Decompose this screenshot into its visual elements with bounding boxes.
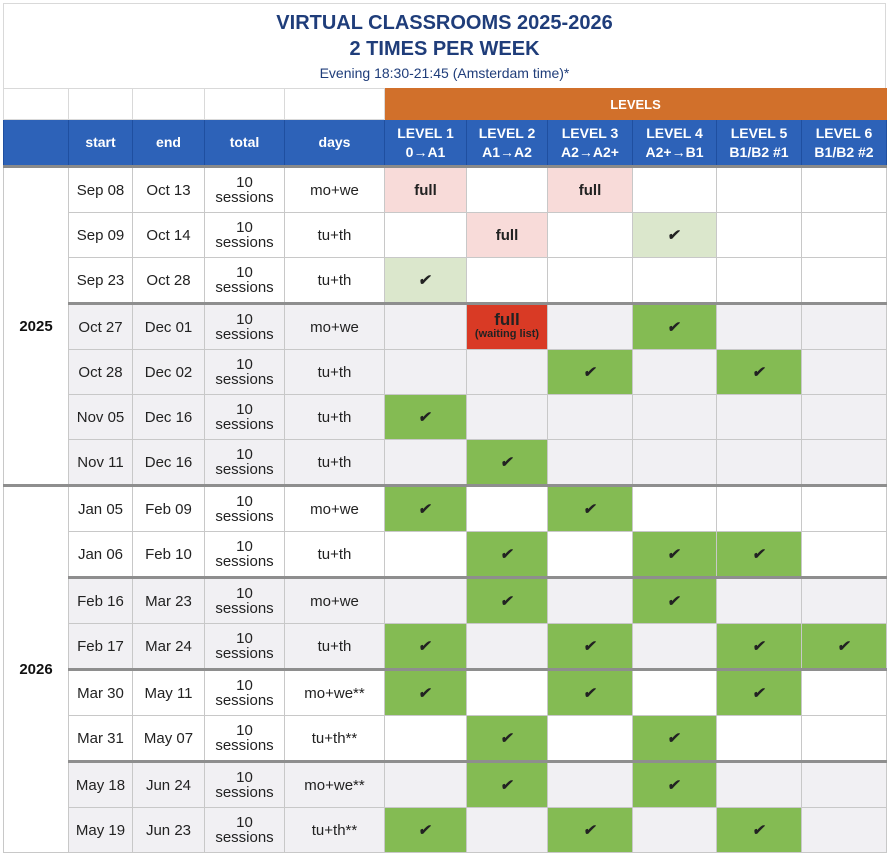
level-3-empty-cell bbox=[548, 578, 633, 624]
page-subtitle-frequency: 2 TIMES PER WEEK bbox=[349, 38, 540, 60]
level-4-available-cell bbox=[633, 716, 717, 762]
year-label: 2025 bbox=[4, 167, 69, 486]
check-icon: ✔ bbox=[417, 638, 434, 655]
start-date: Sep 23 bbox=[69, 258, 133, 304]
total-sessions: 10 sessions bbox=[205, 624, 285, 670]
check-icon: ✔ bbox=[666, 730, 683, 747]
levels-banner: LEVELS bbox=[385, 89, 887, 120]
level-5-empty-cell bbox=[717, 486, 802, 532]
level-3-available-cell bbox=[548, 624, 633, 670]
check-icon: ✔ bbox=[666, 593, 683, 610]
end-date: Dec 16 bbox=[133, 395, 205, 440]
end-date: May 11 bbox=[133, 670, 205, 716]
check-icon: ✔ bbox=[751, 638, 767, 655]
days: tu+th** bbox=[285, 808, 385, 853]
level-1-available-cell bbox=[385, 395, 467, 440]
table-row bbox=[4, 578, 887, 624]
level-2-empty-cell bbox=[467, 258, 548, 304]
time-note: Evening 18:30-21:45 (Amsterdam time)* bbox=[319, 65, 570, 81]
days: tu+th bbox=[285, 532, 385, 578]
days: mo+we** bbox=[285, 670, 385, 716]
check-icon: ✔ bbox=[417, 501, 434, 518]
level-3-available-cell bbox=[548, 670, 633, 716]
level-2-empty-cell bbox=[467, 486, 548, 532]
check-icon: ✔ bbox=[499, 777, 515, 794]
level-2-empty-cell bbox=[467, 808, 548, 853]
start-date: Nov 05 bbox=[69, 395, 133, 440]
level-1-available-cell bbox=[385, 808, 467, 853]
page-title: VIRTUAL CLASSROOMS 2025-2026 bbox=[276, 12, 613, 34]
start-date: Feb 16 bbox=[69, 578, 133, 624]
level-3-available-cell bbox=[548, 350, 633, 395]
start-date: Nov 11 bbox=[69, 440, 133, 486]
level-3-available-cell bbox=[548, 808, 633, 853]
level-5-empty-cell bbox=[717, 395, 802, 440]
header-year bbox=[4, 120, 69, 167]
check-icon: ✔ bbox=[417, 272, 434, 289]
check-icon: ✔ bbox=[751, 685, 767, 702]
level-5-empty-cell bbox=[717, 762, 802, 808]
start-date: Feb 17 bbox=[69, 624, 133, 670]
total-sessions: 10 sessions bbox=[205, 167, 285, 213]
header-start: start bbox=[69, 120, 133, 167]
level-5-available-cell bbox=[717, 532, 802, 578]
level-6-available-cell bbox=[802, 624, 887, 670]
check-icon: ✔ bbox=[499, 546, 515, 563]
level-5-empty-cell bbox=[717, 716, 802, 762]
level-3-empty-cell bbox=[548, 440, 633, 486]
level-4-empty-cell bbox=[633, 350, 717, 395]
table-row bbox=[4, 213, 887, 258]
schedule-document bbox=[3, 3, 886, 853]
level-4-available-cell bbox=[633, 762, 717, 808]
level-2-available-cell bbox=[467, 762, 548, 808]
level-5-empty-cell bbox=[717, 578, 802, 624]
check-icon: ✔ bbox=[582, 685, 598, 702]
total-sessions: 10 sessions bbox=[205, 578, 285, 624]
check-icon: ✔ bbox=[499, 593, 515, 610]
level-2-empty-cell bbox=[467, 624, 548, 670]
end-date: Jun 24 bbox=[133, 762, 205, 808]
total-sessions: 10 sessions bbox=[205, 213, 285, 258]
check-icon: ✔ bbox=[417, 822, 434, 839]
level-4-empty-cell bbox=[633, 808, 717, 853]
days: tu+th bbox=[285, 395, 385, 440]
level-5-available-cell bbox=[717, 670, 802, 716]
level-1-available-cell bbox=[385, 624, 467, 670]
end-date: Oct 28 bbox=[133, 258, 205, 304]
header-level-2: LEVEL 2 A1→A2 bbox=[467, 120, 548, 167]
header-level-6: LEVEL 6 B1/B2 #2 bbox=[802, 120, 887, 167]
check-icon: ✔ bbox=[582, 364, 598, 381]
days: mo+we bbox=[285, 486, 385, 532]
days: mo+we bbox=[285, 167, 385, 213]
check-icon: ✔ bbox=[751, 822, 767, 839]
days: mo+we** bbox=[285, 762, 385, 808]
level-6-empty-cell bbox=[802, 486, 887, 532]
total-sessions: 10 sessions bbox=[205, 532, 285, 578]
end-date: Dec 01 bbox=[133, 304, 205, 350]
level-6-empty-cell bbox=[802, 532, 887, 578]
start-date: Sep 09 bbox=[69, 213, 133, 258]
start-date: Jan 05 bbox=[69, 486, 133, 532]
level-6-empty-cell bbox=[802, 670, 887, 716]
total-sessions: 10 sessions bbox=[205, 716, 285, 762]
level-1-available-cell bbox=[385, 670, 467, 716]
level-2-available-cell bbox=[467, 440, 548, 486]
check-icon: ✔ bbox=[417, 409, 434, 426]
table-row bbox=[4, 762, 887, 808]
table-row bbox=[4, 258, 887, 304]
start-date: Sep 08 bbox=[69, 167, 133, 213]
level-6-empty-cell bbox=[802, 350, 887, 395]
check-icon: ✔ bbox=[751, 546, 767, 563]
level-3-empty-cell bbox=[548, 395, 633, 440]
check-icon: ✔ bbox=[582, 638, 598, 655]
table-row bbox=[4, 167, 887, 213]
level-1-empty-cell bbox=[385, 213, 467, 258]
level-2-available-cell bbox=[467, 716, 548, 762]
check-icon: ✔ bbox=[836, 638, 852, 655]
days: mo+we bbox=[285, 578, 385, 624]
level-4-empty-cell bbox=[633, 486, 717, 532]
table-row bbox=[4, 670, 887, 716]
table-row bbox=[4, 486, 887, 532]
check-icon: ✔ bbox=[582, 822, 598, 839]
table-row bbox=[4, 716, 887, 762]
level-5-available-cell bbox=[717, 624, 802, 670]
level-3-empty-cell bbox=[548, 532, 633, 578]
days: tu+th** bbox=[285, 716, 385, 762]
level-2-available-cell bbox=[467, 532, 548, 578]
level-6-empty-cell bbox=[802, 440, 887, 486]
days: tu+th bbox=[285, 624, 385, 670]
start-date: Jan 06 bbox=[69, 532, 133, 578]
level-6-empty-cell bbox=[802, 808, 887, 853]
check-icon: ✔ bbox=[417, 685, 434, 702]
level-1-empty-cell bbox=[385, 532, 467, 578]
check-icon: ✔ bbox=[666, 319, 683, 336]
level-2-full-cell: full bbox=[467, 213, 548, 258]
start-date: May 18 bbox=[69, 762, 133, 808]
level-4-available-cell bbox=[633, 532, 717, 578]
title-block bbox=[3, 3, 886, 88]
level-6-empty-cell bbox=[802, 716, 887, 762]
level-4-empty-cell bbox=[633, 395, 717, 440]
end-date: Mar 24 bbox=[133, 624, 205, 670]
header-level-4: LEVEL 4 A2+→B1 bbox=[633, 120, 717, 167]
end-date: Dec 16 bbox=[133, 440, 205, 486]
total-sessions: 10 sessions bbox=[205, 670, 285, 716]
total-sessions: 10 sessions bbox=[205, 486, 285, 532]
check-icon: ✔ bbox=[751, 364, 767, 381]
table-row bbox=[4, 304, 887, 350]
header-end: end bbox=[133, 120, 205, 167]
start-date: May 19 bbox=[69, 808, 133, 853]
table-row bbox=[4, 808, 887, 853]
level-4-empty-cell bbox=[633, 624, 717, 670]
level-3-empty-cell bbox=[548, 258, 633, 304]
level-5-empty-cell bbox=[717, 258, 802, 304]
level-2-waiting-list-cell: full (waiting list) bbox=[467, 304, 548, 350]
column-header-row bbox=[4, 120, 887, 167]
level-1-empty-cell bbox=[385, 762, 467, 808]
total-sessions: 10 sessions bbox=[205, 440, 285, 486]
check-icon: ✔ bbox=[499, 454, 515, 471]
header-level-5: LEVEL 5 B1/B2 #1 bbox=[717, 120, 802, 167]
level-2-empty-cell bbox=[467, 350, 548, 395]
days: mo+we bbox=[285, 304, 385, 350]
level-2-empty-cell bbox=[467, 395, 548, 440]
level-4-empty-cell bbox=[633, 167, 717, 213]
level-5-empty-cell bbox=[717, 213, 802, 258]
level-1-full-cell: full bbox=[385, 167, 467, 213]
level-2-available-cell bbox=[467, 578, 548, 624]
end-date: Feb 10 bbox=[133, 532, 205, 578]
start-date: Oct 27 bbox=[69, 304, 133, 350]
level-2-empty-cell bbox=[467, 167, 548, 213]
days: tu+th bbox=[285, 350, 385, 395]
level-5-available-cell bbox=[717, 350, 802, 395]
end-date: Jun 23 bbox=[133, 808, 205, 853]
total-sessions: 10 sessions bbox=[205, 808, 285, 853]
check-icon: ✔ bbox=[666, 777, 683, 794]
end-date: Mar 23 bbox=[133, 578, 205, 624]
level-6-empty-cell bbox=[802, 167, 887, 213]
start-date: Oct 28 bbox=[69, 350, 133, 395]
level-3-empty-cell bbox=[548, 716, 633, 762]
level-6-empty-cell bbox=[802, 258, 887, 304]
level-5-empty-cell bbox=[717, 167, 802, 213]
total-sessions: 10 sessions bbox=[205, 258, 285, 304]
check-icon: ✔ bbox=[666, 546, 683, 563]
level-3-empty-cell bbox=[548, 762, 633, 808]
level-1-past-available-cell bbox=[385, 258, 467, 304]
level-6-empty-cell bbox=[802, 578, 887, 624]
table-row bbox=[4, 624, 887, 670]
schedule-rows bbox=[4, 167, 887, 853]
level-4-available-cell bbox=[633, 578, 717, 624]
table-row bbox=[4, 395, 887, 440]
header-total: total bbox=[205, 120, 285, 167]
header-days: days bbox=[285, 120, 385, 167]
total-sessions: 10 sessions bbox=[205, 350, 285, 395]
days: tu+th bbox=[285, 258, 385, 304]
level-1-empty-cell bbox=[385, 578, 467, 624]
table-row bbox=[4, 532, 887, 578]
check-icon: ✔ bbox=[582, 501, 598, 518]
level-5-empty-cell bbox=[717, 440, 802, 486]
level-1-empty-cell bbox=[385, 304, 467, 350]
level-1-available-cell bbox=[385, 486, 467, 532]
header-level-1: LEVEL 1 0→A1 bbox=[385, 120, 467, 167]
level-1-empty-cell bbox=[385, 440, 467, 486]
level-3-available-cell bbox=[548, 486, 633, 532]
level-6-empty-cell bbox=[802, 395, 887, 440]
schedule-table bbox=[3, 88, 887, 853]
level-5-empty-cell bbox=[717, 304, 802, 350]
days: tu+th bbox=[285, 440, 385, 486]
total-sessions: 10 sessions bbox=[205, 304, 285, 350]
check-icon: ✔ bbox=[499, 730, 515, 747]
table-row bbox=[4, 440, 887, 486]
end-date: May 07 bbox=[133, 716, 205, 762]
start-date: Mar 31 bbox=[69, 716, 133, 762]
level-4-empty-cell bbox=[633, 670, 717, 716]
levels-banner-row bbox=[4, 89, 887, 120]
check-icon: ✔ bbox=[666, 227, 683, 244]
level-5-available-cell bbox=[717, 808, 802, 853]
end-date: Oct 13 bbox=[133, 167, 205, 213]
level-4-past-available-cell bbox=[633, 213, 717, 258]
header-level-3: LEVEL 3 A2→A2+ bbox=[548, 120, 633, 167]
total-sessions: 10 sessions bbox=[205, 395, 285, 440]
level-2-empty-cell bbox=[467, 670, 548, 716]
start-date: Mar 30 bbox=[69, 670, 133, 716]
table-row bbox=[4, 350, 887, 395]
level-1-empty-cell bbox=[385, 350, 467, 395]
total-sessions: 10 sessions bbox=[205, 762, 285, 808]
level-4-empty-cell bbox=[633, 258, 717, 304]
level-4-available-cell bbox=[633, 304, 717, 350]
level-6-empty-cell bbox=[802, 762, 887, 808]
year-label: 2026 bbox=[4, 486, 69, 853]
end-date: Oct 14 bbox=[133, 213, 205, 258]
level-3-full-cell: full bbox=[548, 167, 633, 213]
level-6-empty-cell bbox=[802, 304, 887, 350]
end-date: Dec 02 bbox=[133, 350, 205, 395]
end-date: Feb 09 bbox=[133, 486, 205, 532]
level-3-empty-cell bbox=[548, 304, 633, 350]
level-4-empty-cell bbox=[633, 440, 717, 486]
days: tu+th bbox=[285, 213, 385, 258]
level-3-empty-cell bbox=[548, 213, 633, 258]
level-6-empty-cell bbox=[802, 213, 887, 258]
level-1-empty-cell bbox=[385, 716, 467, 762]
